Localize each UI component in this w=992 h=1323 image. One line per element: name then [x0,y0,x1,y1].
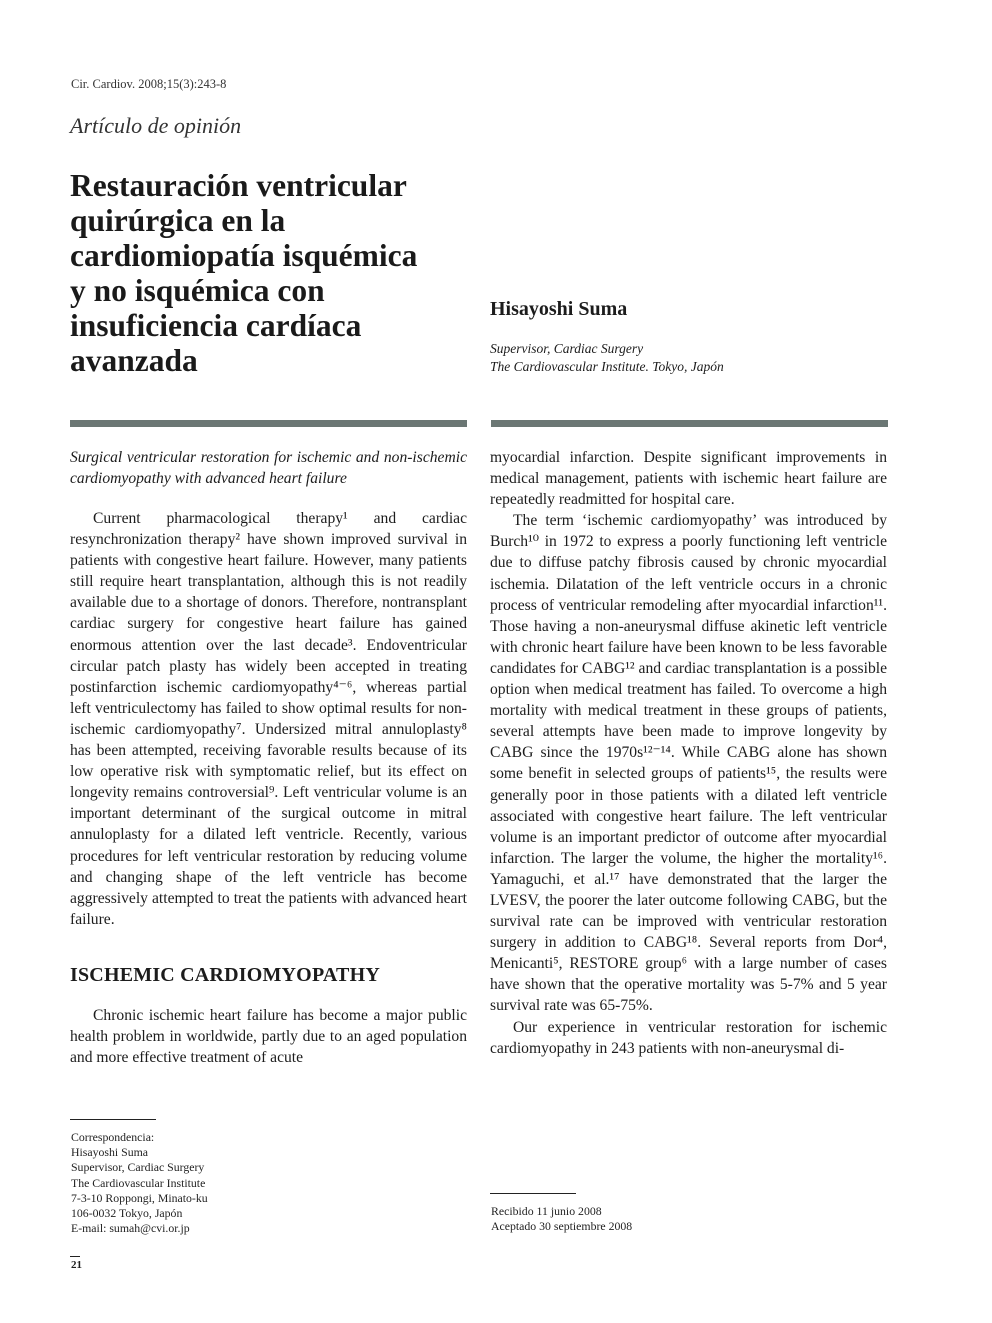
correspondence-line: The Cardiovascular Institute [71,1175,206,1190]
title-line: y no isquémica con [70,273,325,308]
left-column [70,447,467,1068]
paragraph: Current pharmacological therapy¹ and cardiac resynchronization therapy² have shown improved survival in patients with congestive heart failure. However, many patients still require heart transplantation, although this is not readily available due to a shortage of donors. Therefore, nontransplant cardiac surgery for congestive heart failure has gained enormous attention over the last decade³. Endoventricular circular patch plasty has widely been accepted in treating postinfarction ischemic cardiomyopathy⁴⁻⁶, whereas partial left ventriculectomy has failed to show optimal results for non-ischemic cardiomyopathy⁷. Undersized mitral annuloplasty⁸ has been attempted, receiving favorable results because of its low operative risk with symptomatic relief, but its effect on longevity remains controversial⁹. Left ventricular volume is an important determinant of the surgical outcome in mitral annuloplasty for a dilated left ventricle. Recently, various procedures for left ventricular restoration by reducing volume and changing shape of the left ventricle has become aggressively attempted to treat the patients with advanced heart failure. [70,510,467,928]
paragraph: Chronic ischemic heart failure has become a major public health problem in worldwide, partly due to an aged population and more effective treatment of acute [70,1006,467,1067]
page-number: 21 [71,1259,82,1271]
header-divider-left [70,420,467,427]
correspondence-line: Supervisor, Cardiac Surgery [71,1160,205,1175]
author-name: Hisayoshi Suma [490,298,628,320]
title-line: quirúrgica en la [70,203,286,238]
english-title: Surgical ventricular restoration for ischemic and non-ischemic cardiomyopathy with advanced heart failure [70,449,467,487]
correspondence-line: Hisayoshi Suma [71,1145,149,1160]
correspondence-line: 106-0032 Tokyo, Japón [71,1206,183,1221]
paragraph: The term ‘ischemic cardiomyopathy’ was introduced by Burch¹⁰ in 1972 to express a poorly functioning left ventricle due to diffuse patchy fibrosis caused by chronic myocardial ischemia. Dilatation of the left ventricle occurs in a chronic process of ventricular remodeling after myocardial infarction¹¹. Those having a non-aneurysmal diffuse akinetic left ventricle with chronic heart failure have been known to be less favorable candidates for CABG¹² and cardiac transplantation is a possible option when medical treatment has failed. To overcome a high mortality with medical treatment in these groups of patients, several attempts have been made to improve longevity by CABG since the 1970s¹²⁻¹⁴. While CABG alone has shown some benefit in selected groups of patients¹⁵, the results were generally poor in those patients with a dilated left ventricle associated with congestive heart failure. The left ventricular volume is an important predictor of outcome after myocardial infarction. The larger the volume, the higher the mortality¹⁶. Yamaguchi, et al.¹⁷ have demonstrated that the larger the LVESV, the poorer the later outcome following CABG, but the survival rate can be improved with ventricular restoration surgery in addition to CABG¹⁸. Several reports from Dor⁴, Menicanti⁵, RESTORE group⁶ with a large number of cases have shown that the operative mortality was 5-7% and 5 year survival rate was 65-75%. [490,512,887,1015]
accepted-date: Aceptado 30 septiembre 2008 [491,1219,633,1234]
article-title [70,168,490,378]
dates-divider [490,1193,576,1194]
correspondence-block [71,1130,208,1236]
section-label: Artículo de opinión [70,113,242,138]
section-heading: ISCHEMIC CARDIOMYOPATHY [70,963,380,986]
correspondence-line: Correspondencia: [71,1130,155,1144]
title-line: cardiomiopatía isquémica [70,238,418,273]
journal-citation: Cir. Cardiov. 2008;15(3):243-8 [71,77,227,91]
received-date: Recibido 11 junio 2008 [491,1204,602,1218]
title-line: Restauración ventricular [70,168,407,203]
page-number-rule [70,1256,80,1257]
paragraph: Our experience in ventricular restoration for ischemic cardiomyopathy in 243 patients with non-aneurysmal di- [490,1018,887,1057]
correspondence-line: 7-3-10 Roppongi, Minato-ku [71,1190,208,1205]
right-column [490,447,887,1059]
correspondence-email: E-mail: sumah@cvi.or.jp [71,1221,190,1236]
affiliation-line: Supervisor, Cardiac Surgery [490,341,644,356]
footnote-divider [70,1119,156,1120]
affiliation-line: The Cardiovascular Institute. Tokyo, Japón [490,359,724,374]
title-line: insuficiencia cardíaca [70,308,362,343]
paragraph-continued: myocardial infarction. Despite significant improvements in medical management, patients with ischemic heart failure are repeatedly readmitted for hospital care. [490,449,887,509]
author-affiliation [490,340,724,376]
title-line: avanzada [70,343,198,378]
header-divider-right [491,420,888,427]
dates-block [491,1204,632,1234]
